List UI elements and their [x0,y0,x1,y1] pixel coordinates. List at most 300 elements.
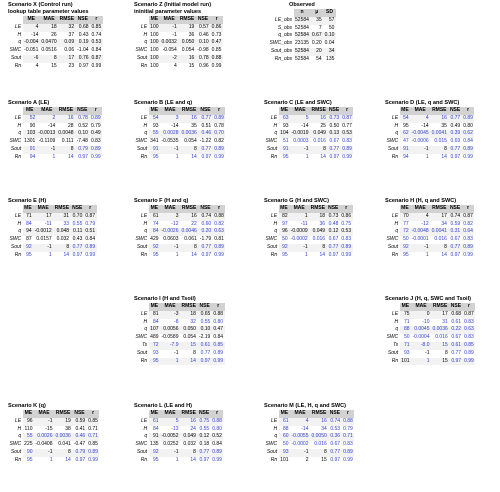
metric-cell: 0.85 [88,441,98,448]
scenario-title: Scenario J (H, q, SWC and Tsoil) [385,296,471,302]
table-row [385,138,474,146]
metrics-table [134,303,225,365]
row-label: Sout [266,243,278,250]
row-label: Rn [391,153,399,160]
metric-cell: 0.89 [85,243,96,250]
metric-cell: -14 [421,122,429,129]
metric-cell: 14 [191,251,197,258]
table-row [134,228,225,236]
metric-cell: -12 [171,220,179,227]
metric-cell: 55 [23,433,34,441]
metric-cell: 0.77 [451,349,462,356]
header-corner [134,205,149,213]
metric-cell: 0.032 [56,236,70,243]
metrics-table [8,107,102,162]
table-row [8,236,97,244]
row-label: Sout [136,448,148,455]
metric-cell: -1 [34,449,54,457]
row-label: q [274,228,278,235]
metric-cell: -14 [171,122,179,129]
metrics-table [8,410,99,465]
metric-cell: 4 [290,418,310,426]
column-header: NSE [449,107,461,113]
row-label: H [394,122,399,129]
table-row [134,55,223,63]
metric-cell: 74 [152,220,159,227]
metric-cell: 0.80 [212,425,222,432]
metric-cell: 0.51 [85,228,96,235]
row-label: q [395,228,399,235]
metric-cell: 50 [282,441,289,448]
header-corner [385,303,400,311]
table-row [134,457,223,465]
metric-cell: 0.77 [327,244,340,252]
table-row [134,154,225,162]
metric-cell: 0.97 [449,358,462,366]
column-header: RMSE [181,107,197,113]
metric-cell: 38 [65,425,71,432]
metric-cell: 0.86 [211,23,222,30]
table-row [134,358,225,366]
metric-cell: -3 [160,311,180,319]
row-label: H [273,220,278,227]
metric-cell: -0.0013 [38,130,56,137]
stat-cell: 52584 [295,24,309,31]
metric-cell: -8 [174,318,179,325]
row-label: SWC [265,236,278,243]
metric-cell: 35 [191,122,197,129]
metric-cell: 2 [305,456,309,463]
table-row [134,221,225,229]
table-row [385,228,474,236]
metric-cell: 0.10 [197,326,211,334]
metric-cell: -10 [422,318,430,325]
metric-cell: 51 [282,138,289,145]
table-row [264,244,353,252]
metric-cell: 84 [149,228,160,236]
metric-cell: 22 [191,220,197,227]
metric-cell: 0.61 [449,342,462,350]
table-row [8,433,99,441]
metric-cell: 0.016 [435,334,448,341]
metric-cell: 0.81 [214,236,224,243]
metric-cell: 14 [190,456,196,463]
metric-cell: -1 [34,418,54,426]
table-row [134,350,225,358]
metric-cell: 91 [149,146,160,154]
metric-cell: 0.46 [198,31,209,38]
scenario-j-block [385,296,475,365]
table-row [385,252,474,260]
column-header: RMSE [310,205,326,211]
row-label: Sout [136,145,148,152]
column-header: NSE [197,303,211,311]
row-label: Rn [14,251,22,258]
column-header: ME [150,107,159,113]
metric-cell: 0.87 [463,212,473,219]
metric-cell: 81 [149,311,160,319]
metric-cell: -0.0004 [412,334,430,341]
metric-cell: 34 [441,220,447,227]
scenario-title: Scenario M (LE, H, q and SWC) [264,403,347,409]
metric-cell: 16 [57,115,75,123]
row-label: Rn [14,153,22,160]
scenario-title: Scenario K (q) [8,403,46,409]
metric-cell: 0.11 [71,228,84,236]
metric-cell: 8 [193,349,196,356]
metric-cell: 94 [23,228,34,236]
column-header: NSE [198,107,212,115]
metric-cell: 0.0036 [181,130,197,137]
column-header: NSE [449,205,461,211]
metric-cell: 16 [178,55,195,63]
row-label: LE [392,212,399,219]
row-label: Rn [140,456,148,463]
metric-cell: 1 [289,213,309,221]
metric-cell: 0.83 [341,236,352,243]
table-row [8,55,103,63]
metric-cell: -11 [300,220,308,227]
metric-cell: 4 [23,24,40,32]
column-header: NSE [198,410,210,416]
column-header: RMSE [54,205,70,211]
row-label: H [143,31,148,38]
table-row [264,433,354,441]
scenario-l-block [134,403,223,465]
metric-cell: 15 [321,456,327,463]
scenario-g-block [264,198,353,260]
metric-cell: 0.99 [214,251,224,258]
row-label: LE [271,212,278,219]
scenario-title: Scenario I (H and Tsoil) [134,296,196,302]
column-header: r [340,205,353,213]
metric-cell: 0.49 [90,130,101,137]
metric-cell: 4 [35,62,39,69]
metric-cell: 88 [400,326,411,334]
metric-cell: 0.82 [214,138,224,145]
metric-cell: 18 [40,24,58,32]
column-header: RMSE [181,205,197,211]
row-label: Sout [136,243,148,250]
metric-cell: 0.75 [197,418,210,426]
metric-cell: 0.0032 [161,39,177,46]
column-header: r [84,205,97,213]
metric-cell: 82 [279,213,290,221]
metric-cell: 61 [149,213,160,221]
metric-cell: 0.054 [181,47,195,54]
metric-cell: 0.99 [343,456,353,463]
table-row [134,39,223,47]
header-row [134,303,225,311]
metric-cell: 0.016 [313,138,326,145]
stat-cell: 52584 [295,32,309,39]
metric-cell: 63 [279,115,290,123]
row-label: q [18,130,22,137]
table-row [264,449,354,457]
row-label: q [144,130,148,137]
header-corner [134,410,149,418]
column-header: n [294,9,311,17]
table-row [134,115,225,123]
metric-cell: 0.0028 [160,130,180,138]
metric-cell: -1.04 [77,47,89,54]
metric-cell: 0.77 [448,115,461,123]
row-label: H [273,425,278,432]
metric-cell: 91 [279,146,290,154]
metric-cell: 0.87 [342,114,352,121]
metric-cell: 0.77 [198,244,212,252]
metric-cell: 0.111 [61,138,74,145]
metric-cell: 0.83 [464,334,474,341]
column-header: NSE [450,303,462,309]
metric-cell: 0.69 [450,138,461,145]
row-label: SWC [135,441,148,448]
metric-cell: 1 [425,153,429,160]
table-row [268,56,336,64]
metric-cell: 0.77 [448,244,461,252]
metric-cell: 0.86 [341,212,352,219]
metric-cell: 107 [150,326,159,333]
table-row [268,48,336,56]
row-label: Sout [10,448,22,455]
row-label: H [17,425,22,432]
observed-title: Observed [289,2,315,8]
metric-cell: 0.0036 [432,326,448,333]
metric-cell: 0.20 [198,228,212,236]
metric-cell: 0.049 [180,433,197,441]
column-header: ME [280,107,289,113]
scenario-title: Scenario E (H) [8,198,47,204]
metric-cell: 0.97 [197,358,211,366]
metric-cell: -8.0 [411,342,431,350]
metric-cell: 70 [400,213,411,221]
row-label: LE [141,417,148,424]
column-header: ME [150,16,159,22]
scenario-title: Scenario H (H, q and SWC) [385,198,457,204]
metric-cell: 0.049 [310,130,327,138]
table-row [134,449,223,457]
metric-cell: 0.71 [88,433,98,440]
column-header: r [341,107,354,115]
header-row [134,410,223,418]
column-header: RMSE [432,107,447,113]
table-row [134,319,225,327]
metric-cell: 8 [180,146,198,154]
metric-cell: 93 [403,349,410,356]
metric-cell: 60 [279,433,290,441]
metric-cell: 1 [175,153,179,160]
header-corner [268,9,294,17]
metric-cell: 0.55 [199,425,210,432]
metric-cell: 4 [410,213,430,221]
metric-cell: 0.84 [85,236,96,243]
row-label: q [18,39,22,46]
scenario-title: Scenario D (LE, q and SWC) [385,100,460,106]
table-row [268,17,336,25]
row-label: LE [141,212,148,219]
scenario-b-block [134,100,225,162]
metric-cell: 4 [410,115,430,123]
metric-cell: 92 [149,449,160,457]
metric-cell: 0.73 [211,31,222,38]
column-header: NSE [76,16,90,24]
metric-cell: 135 [150,441,159,448]
row-label: Rn [270,456,278,463]
row-label: q [274,130,278,137]
metric-cell: -0.0012 [34,228,52,235]
column-header: NSE [198,205,212,213]
metrics-table [385,303,475,365]
metric-cell: 17 [430,213,448,221]
table-row [134,441,223,449]
table-row [8,221,97,229]
metric-cell: 0.049 [309,228,326,236]
metric-cell: 0.74 [198,213,212,221]
row-label: LE [15,23,22,30]
metric-cell: 0.84 [463,138,473,145]
metric-cell: 15 [431,342,449,350]
metric-cell: 0.63 [214,228,224,235]
metric-cell: -0.054 [162,47,177,54]
column-header: ME [150,303,159,309]
metrics-table [134,205,225,260]
metric-cell: 0.67 [450,236,461,243]
metric-cell: 93 [152,349,159,356]
metric-cell: -0.47 [73,441,86,448]
metric-cell: 0.85 [91,23,102,30]
metric-cell: 0.79 [85,220,96,227]
header-corner [8,16,23,24]
metric-cell: 0.041 [58,441,71,448]
stat-cell: 0.20 [311,40,322,47]
metric-cell: 8 [309,244,326,252]
metric-cell: 0.89 [214,145,224,152]
table-row [385,244,474,252]
column-header: r [211,410,224,418]
metric-cell: 0.75 [341,220,352,227]
metric-cell: 1 [304,251,308,258]
table-row [8,123,102,131]
metric-cell: 0.87 [91,54,102,61]
metric-cell: 0.0056 [160,326,180,334]
metric-cell: 95 [152,153,159,160]
metric-cell: 0.89 [90,145,101,152]
metric-cell: 0.67 [330,441,341,448]
scenario-k-block [8,403,99,465]
metric-cell: 17 [33,213,53,221]
metric-cell: 14 [63,251,70,258]
column-header: NSE [72,410,86,418]
table-row [8,449,99,457]
metric-cell: 37 [68,31,75,38]
metric-cell: -1 [37,146,57,154]
table-row [385,319,475,327]
metric-cell: 0.050 [178,39,195,47]
metric-cell: 0.73 [327,213,340,221]
metric-cell: 0.0026 [34,433,54,441]
column-header: ME [401,205,409,211]
metric-cell: 0.89 [214,114,224,121]
metric-cell: 0.61 [197,342,211,350]
row-label: LE [15,212,22,219]
metric-cell: 0.99 [342,153,352,160]
metric-cell: 0 [411,311,431,319]
metric-cell: 0.88 [212,417,222,424]
row-label: LE [15,114,22,121]
table-row [264,441,354,449]
row-label: H [143,425,148,432]
header-corner [264,410,279,418]
column-header: MAE [290,410,310,418]
metric-cell: 0.97 [329,153,340,160]
table-row [134,146,225,154]
metric-cell: 92 [279,244,290,252]
row-label: q [18,228,22,235]
table-row [385,146,474,154]
row-label: LE [271,114,278,121]
row-label: q [144,228,148,235]
header-row [134,205,225,213]
metric-cell: 0.59 [450,220,461,227]
metric-cell: 100 [150,54,159,61]
metric-cell: 0.97 [328,251,339,258]
metric-cell: 0.53 [91,39,102,46]
metric-cell: 95 [26,251,32,258]
table-row [385,213,474,221]
metric-cell: 0.13 [327,130,340,138]
metric-cell: 72 [149,342,160,350]
metric-cell: 25 [320,122,326,129]
metric-cell: 0.87 [464,310,474,317]
table-row [264,213,353,221]
metric-cell: 8 [54,449,72,457]
metric-cell: 18 [180,311,197,319]
metric-cell: 0.77 [328,449,341,457]
metric-cell: 0.97 [78,62,89,69]
row-label: SWC [135,138,148,145]
metric-cell: 0.0603 [163,236,179,243]
metric-cell: 0.71 [88,425,98,432]
column-header: r [463,303,476,311]
metric-cell: 0.88 [214,212,224,219]
column-header: r [213,205,226,213]
row-label: q [18,433,22,440]
metric-cell: 0.63 [464,326,474,333]
metric-cell: 0.015 [434,138,447,145]
metric-cell: 0.0041 [431,228,447,235]
metric-cell: 14 [191,153,197,160]
metric-cell: 0.0157 [36,236,52,243]
metric-cell: 0.49 [450,122,461,129]
metric-cell: -1 [410,244,430,252]
row-label: LE [15,417,22,424]
metric-cell: 0.054 [184,138,197,145]
table-row [134,342,225,350]
table-row [8,154,102,162]
metric-cell: 1301 [24,138,36,145]
metric-cell: 0.74 [448,213,461,221]
header-row [264,205,353,213]
header-corner [134,303,149,311]
header-row [385,205,474,213]
metric-cell: 61 [279,418,290,426]
metric-cell: 15 [51,62,57,69]
row-label: q [395,130,399,137]
metric-cell: 0.89 [463,114,473,121]
scenario-c-block [264,100,353,162]
metric-cell: 18 [309,213,326,221]
stat-cell: 52584 [295,47,309,54]
